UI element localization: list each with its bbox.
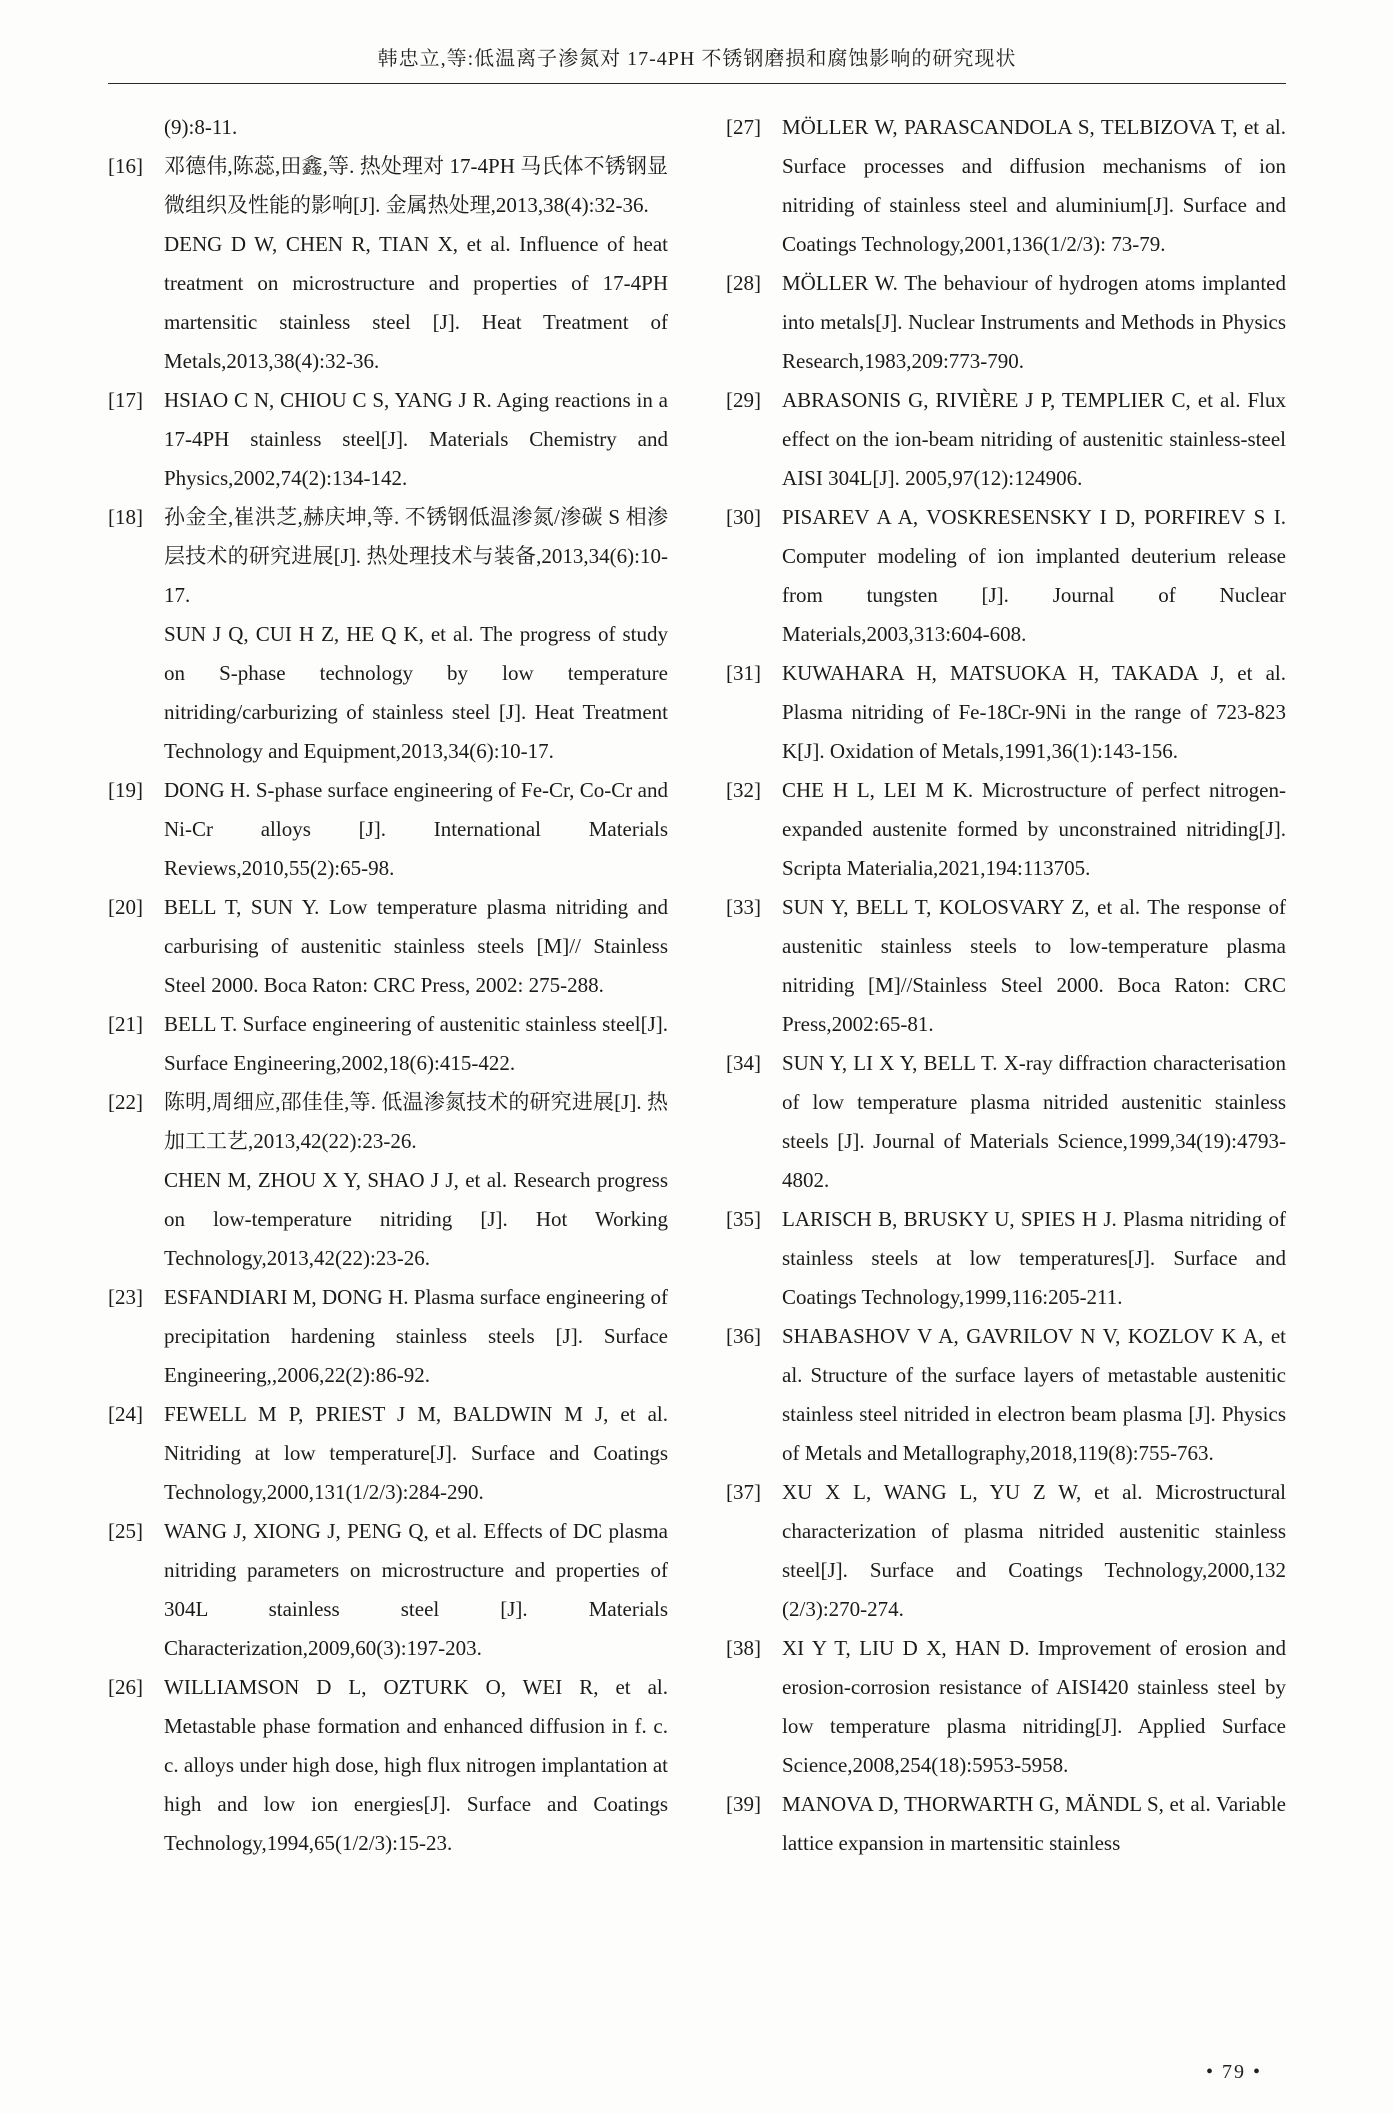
reference-entry xyxy=(108,381,668,498)
reference-label: [39] xyxy=(726,1792,761,1816)
reference-body xyxy=(782,771,1286,888)
reference-label: [19] xyxy=(108,778,143,802)
reference-entry xyxy=(108,1512,668,1668)
reference-text: SUN Y, BELL T, KOLOSVARY Z, et al. The response of austenitic stainless steels to low-temperature plasma nitriding [M]//Stainless Steel 2000. Boca Raton: CRC Press,2002:65-81. xyxy=(782,895,1286,1036)
reference-entry xyxy=(726,771,1286,888)
reference-label: [34] xyxy=(726,1051,761,1075)
reference-entry xyxy=(108,498,668,771)
reference-label: [24] xyxy=(108,1402,143,1426)
reference-body xyxy=(782,1785,1286,1863)
reference-body xyxy=(164,888,668,1005)
reference-label: [37] xyxy=(726,1480,761,1504)
reference-entry xyxy=(108,1395,668,1512)
reference-body xyxy=(164,1005,668,1083)
reference-text: 陈明,周细应,邵佳佳,等. 低温渗氮技术的研究进展[J]. 热加工工艺,2013,42(22):23-26. xyxy=(164,1090,668,1153)
reference-entry xyxy=(726,264,1286,381)
reference-body xyxy=(164,1512,668,1668)
reference-label: [32] xyxy=(726,778,761,802)
reference-text: SUN Y, LI X Y, BELL T. X-ray diffraction characterisation of low temperature plasma nitrided austenitic stainless steels [J]. Journal of Materials Science,1999,34(19):4793-4802. xyxy=(782,1051,1286,1192)
reference-label: [29] xyxy=(726,388,761,412)
reference-text: ESFANDIARI M, DONG H. Plasma surface engineering of precipitation hardening stainless steels [J]. Surface Engineering,,2006,22(2):86-92. xyxy=(164,1285,668,1387)
reference-body xyxy=(164,1668,668,1863)
reference-text: MANOVA D, THORWARTH G, MÄNDL S, et al. Variable lattice expansion in martensitic stainless xyxy=(782,1792,1286,1855)
reference-text: XU X L, WANG L, YU Z W, et al. Microstructural characterization of plasma nitrided austenitic stainless steel[J]. Surface and Coatings Technology,2000,132 (2/3):270-274. xyxy=(782,1480,1286,1621)
reference-text: WILLIAMSON D L, OZTURK O, WEI R, et al. Metastable phase formation and enhanced diffusion in f. c. c. alloys under high dose, high flux nitrogen implantation at high and low ion energies[J]. Surface and Coatings Technology,1994,65(1/2/3):15-23. xyxy=(164,1675,668,1855)
reference-text: PISAREV A A, VOSKRESENSKY I D, PORFIREV S I. Computer modeling of ion implanted deuterium release from tungsten [J]. Journal of Nuclear Materials,2003,313:604-608. xyxy=(782,505,1286,646)
reference-entry xyxy=(726,381,1286,498)
reference-text: BELL T. Surface engineering of austenitic stainless steel[J]. Surface Engineering,2002,18(6):415-422. xyxy=(164,1012,668,1075)
reference-label: [38] xyxy=(726,1636,761,1660)
reference-text: LARISCH B, BRUSKY U, SPIES H J. Plasma nitriding of stainless steels at low temperatures[J]. Surface and Coatings Technology,1999,116:205-211. xyxy=(782,1207,1286,1309)
reference-body xyxy=(782,108,1286,264)
reference-entry xyxy=(726,1317,1286,1473)
reference-label: [23] xyxy=(108,1285,143,1309)
reference-entry xyxy=(108,1005,668,1083)
reference-label: [25] xyxy=(108,1519,143,1543)
reference-entry xyxy=(726,888,1286,1044)
reference-body xyxy=(782,1200,1286,1317)
reference-text: CHE H L, LEI M K. Microstructure of perfect nitrogen-expanded austenite formed by unconstrained nitriding[J]. Scripta Materialia,2021,194:113705. xyxy=(782,778,1286,880)
reference-text: 邓德伟,陈蕊,田鑫,等. 热处理对 17-4PH 马氏体不锈钢显微组织及性能的影响[J]. 金属热处理,2013,38(4):32-36. xyxy=(164,154,668,217)
reference-text: WANG J, XIONG J, PENG Q, et al. Effects of DC plasma nitriding parameters on microstructure and properties of 304L stainless steel [J]. Materials Characterization,2009,60(3):197-203. xyxy=(164,1519,668,1660)
reference-label: [20] xyxy=(108,895,143,919)
page-number: • 79 • xyxy=(1205,2061,1262,2083)
reference-entry xyxy=(726,1473,1286,1629)
reference-body xyxy=(164,108,668,147)
reference-text: DENG D W, CHEN R, TIAN X, et al. Influence of heat treatment on microstructure and properties of 17-4PH martensitic stainless steel [J]. Heat Treatment of Metals,2013,38(4):32-36. xyxy=(164,232,668,373)
reference-entry xyxy=(726,498,1286,654)
reference-label: [18] xyxy=(108,505,143,529)
reference-body xyxy=(164,381,668,498)
reference-label: [16] xyxy=(108,154,143,178)
reference-body xyxy=(782,1044,1286,1200)
reference-text: XI Y T, LIU D X, HAN D. Improvement of erosion and erosion-corrosion resistance of AISI420 stainless steel by low temperature plasma nitriding[J]. Applied Surface Science,2008,254(18):5953-5958. xyxy=(782,1636,1286,1777)
reference-text: KUWAHARA H, MATSUOKA H, TAKADA J, et al. Plasma nitriding of Fe-18Cr-9Ni in the range of 723-823 K[J]. Oxidation of Metals,1991,36(1):143-156. xyxy=(782,661,1286,763)
reference-entry xyxy=(108,1668,668,1863)
reference-label: [22] xyxy=(108,1090,143,1114)
reference-entry xyxy=(726,108,1286,264)
reference-text: SHABASHOV V A, GAVRILOV N V, KOZLOV K A, et al. Structure of the surface layers of metastable austenitic stainless steel nitrided in electron beam plasma [J]. Physics of Metals and Metallography,2018,119(8):755-763. xyxy=(782,1324,1286,1465)
reference-body xyxy=(782,381,1286,498)
reference-label: [35] xyxy=(726,1207,761,1231)
reference-label: [21] xyxy=(108,1012,143,1036)
reference-label: [26] xyxy=(108,1675,143,1699)
reference-entry xyxy=(726,1200,1286,1317)
reference-body xyxy=(164,1395,668,1512)
reference-entry xyxy=(108,1278,668,1395)
reference-body xyxy=(164,1278,668,1395)
reference-body xyxy=(782,498,1286,654)
reference-body xyxy=(164,1083,668,1278)
reference-text: 孙金全,崔洪芝,赫庆坤,等. 不锈钢低温渗氮/渗碳 S 相渗层技术的研究进展[J]. 热处理技术与装备,2013,34(6):10-17. xyxy=(164,505,668,607)
reference-text: (9):8-11. xyxy=(164,115,238,139)
reference-text: MÖLLER W. The behaviour of hydrogen atoms implanted into metals[J]. Nuclear Instruments and Methods in Physics Research,1983,209:773-790. xyxy=(782,271,1286,373)
reference-entry xyxy=(726,1785,1286,1863)
reference-columns xyxy=(108,108,1286,1863)
reference-entry xyxy=(108,888,668,1005)
reference-label: [27] xyxy=(726,115,761,139)
reference-body xyxy=(164,498,668,771)
reference-body xyxy=(782,264,1286,381)
reference-label: [31] xyxy=(726,661,761,685)
reference-label: [36] xyxy=(726,1324,761,1348)
reference-text: BELL T, SUN Y. Low temperature plasma nitriding and carburising of austenitic stainless steels [M]// Stainless Steel 2000. Boca Raton: CRC Press, 2002: 275-288. xyxy=(164,895,668,997)
reference-column-right xyxy=(726,108,1286,1863)
reference-body xyxy=(782,1317,1286,1473)
reference-body xyxy=(782,1629,1286,1785)
reference-column-left xyxy=(108,108,668,1863)
reference-text: ABRASONIS G, RIVIÈRE J P, TEMPLIER C, et al. Flux effect on the ion-beam nitriding of austenitic stainless-steel AISI 304L[J]. 2005,97(12):124906. xyxy=(782,388,1286,490)
reference-entry xyxy=(726,1629,1286,1785)
reference-entry xyxy=(108,1083,668,1278)
reference-text: FEWELL M P, PRIEST J M, BALDWIN M J, et al. Nitriding at low temperature[J]. Surface and Coatings Technology,2000,131(1/2/3):284-290. xyxy=(164,1402,668,1504)
reference-label: [33] xyxy=(726,895,761,919)
reference-entry xyxy=(108,771,668,888)
reference-text: CHEN M, ZHOU X Y, SHAO J J, et al. Research progress on low-temperature nitriding [J]. Hot Working Technology,2013,42(22):23-26. xyxy=(164,1168,668,1270)
reference-label: [30] xyxy=(726,505,761,529)
reference-label: [28] xyxy=(726,271,761,295)
reference-entry xyxy=(108,147,668,381)
reference-body xyxy=(782,654,1286,771)
reference-body xyxy=(782,888,1286,1044)
reference-body xyxy=(164,147,668,381)
reference-body xyxy=(782,1473,1286,1629)
reference-text: DONG H. S-phase surface engineering of Fe-Cr, Co-Cr and Ni-Cr alloys [J]. International Materials Reviews,2010,55(2):65-98. xyxy=(164,778,668,880)
running-header-title: 韩忠立,等:低温离子渗氮对 17-4PH 不锈钢磨损和腐蚀影响的研究现状 xyxy=(108,42,1286,84)
reference-entry xyxy=(108,108,668,147)
reference-label: [17] xyxy=(108,388,143,412)
reference-body xyxy=(164,771,668,888)
reference-text: HSIAO C N, CHIOU C S, YANG J R. Aging reactions in a 17-4PH stainless steel[J]. Materials Chemistry and Physics,2002,74(2):134-142. xyxy=(164,388,668,490)
reference-entry xyxy=(726,654,1286,771)
reference-text: SUN J Q, CUI H Z, HE Q K, et al. The progress of study on S-phase technology by low temperature nitriding/carburizing of stainless steel [J]. Heat Treatment Technology and Equipment,2013,34(6):10-17. xyxy=(164,622,668,763)
reference-entry xyxy=(726,1044,1286,1200)
reference-text: MÖLLER W, PARASCANDOLA S, TELBIZOVA T, et al. Surface processes and diffusion mechanisms of ion nitriding of stainless steel and aluminium[J]. Surface and Coatings Technology,2001,136(1/2/3): 73-79. xyxy=(782,115,1286,256)
